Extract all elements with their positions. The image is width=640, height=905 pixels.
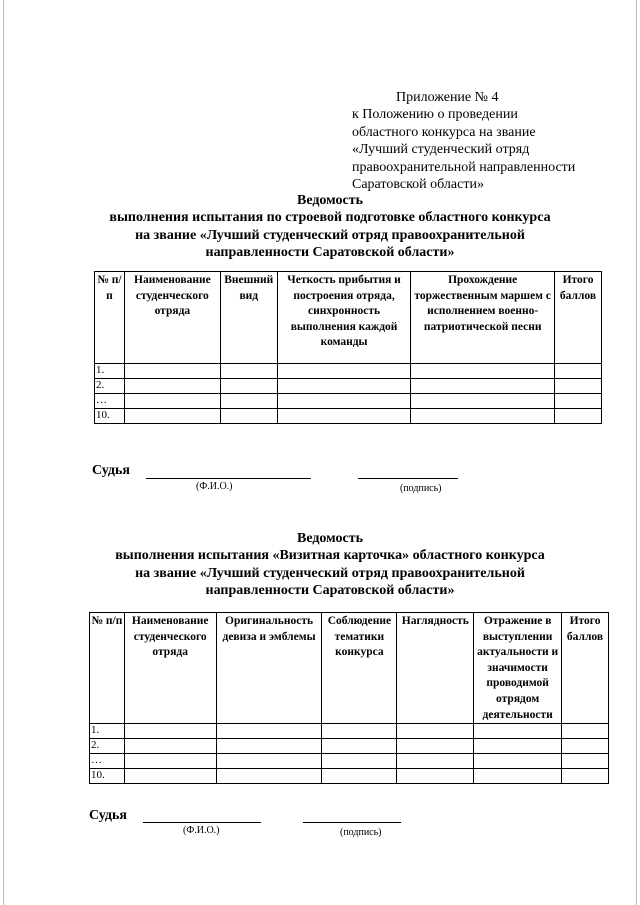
cell[interactable]	[220, 379, 277, 394]
cell[interactable]	[277, 364, 411, 379]
appendix-line: «Лучший студенческий отряд	[352, 142, 530, 158]
appendix-line: правоохранительной направленности	[352, 159, 576, 175]
header-team-name: Наименование студенческого отряда	[124, 272, 220, 364]
appendix-number: Приложение № 4	[396, 90, 499, 105]
cell[interactable]	[322, 754, 397, 769]
cell[interactable]	[124, 724, 216, 739]
cell[interactable]	[277, 379, 411, 394]
header-num: № п/п	[95, 272, 125, 364]
cell[interactable]	[397, 724, 474, 739]
appendix-line: областного конкурса на звание	[352, 124, 536, 140]
name-line[interactable]	[143, 822, 261, 823]
header-num: № п/п	[90, 613, 125, 724]
row-number: 10.	[90, 769, 125, 784]
header-formation: Четкость прибытия и построения отряда, синхронность выполнения каждой команды	[277, 272, 411, 364]
cell[interactable]	[220, 394, 277, 409]
header-theme: Соблюдение тематики конкурса	[322, 613, 397, 724]
cell[interactable]	[397, 769, 474, 784]
table-row	[90, 754, 609, 769]
cell[interactable]	[411, 394, 555, 409]
cell[interactable]	[555, 379, 602, 394]
table-header-row	[95, 272, 602, 364]
cell[interactable]	[562, 724, 609, 739]
sheet1-title-line: направленности Саратовской области»	[205, 245, 455, 261]
cell[interactable]	[474, 754, 562, 769]
header-march: Прохождение торжественным маршем с исполнением военно-патриотической песни	[411, 272, 555, 364]
cell[interactable]	[124, 409, 220, 424]
signature-caption: (подпись)	[400, 483, 442, 494]
cell[interactable]	[124, 364, 220, 379]
cell[interactable]	[562, 754, 609, 769]
cell[interactable]	[555, 409, 602, 424]
header-appearance: Внешний вид	[220, 272, 277, 364]
sheet2-title-line: на звание «Лучший студенческий отряд правоохранительной	[135, 565, 525, 581]
table-row	[95, 364, 602, 379]
cell[interactable]	[322, 769, 397, 784]
header-visuals: Наглядность	[397, 613, 474, 724]
cell[interactable]	[322, 739, 397, 754]
cell[interactable]	[277, 409, 411, 424]
sheet1-title-line: Ведомость	[296, 193, 364, 208]
sheet2-table	[89, 612, 609, 784]
row-number: 1.	[90, 724, 125, 739]
cell[interactable]	[397, 754, 474, 769]
table-row	[90, 769, 609, 784]
cell[interactable]	[411, 379, 555, 394]
cell[interactable]	[124, 739, 216, 754]
cell[interactable]	[220, 409, 277, 424]
header-relevance: Отражение в выступлении актуальности и значимости проводимой отрядом деятельности	[474, 613, 562, 724]
cell[interactable]	[124, 394, 220, 409]
cell[interactable]	[216, 754, 322, 769]
header-originality: Оригинальность девиза и эмблемы	[216, 613, 322, 724]
table-header-row	[90, 613, 609, 724]
name-caption: (Ф.И.О.)	[196, 481, 233, 492]
cell[interactable]	[562, 739, 609, 754]
sheet1-table	[94, 271, 602, 424]
cell[interactable]	[411, 364, 555, 379]
appendix-block	[352, 89, 575, 193]
header-total: Итого баллов	[555, 272, 602, 364]
judge-label: Судья	[92, 463, 130, 478]
page-edge-left	[3, 0, 4, 905]
cell[interactable]	[124, 379, 220, 394]
cell[interactable]	[322, 724, 397, 739]
cell[interactable]	[397, 739, 474, 754]
table-row	[95, 394, 602, 409]
row-number: 10.	[95, 409, 125, 424]
cell[interactable]	[277, 394, 411, 409]
cell[interactable]	[555, 394, 602, 409]
cell[interactable]	[220, 364, 277, 379]
row-number: 2.	[95, 379, 125, 394]
cell[interactable]	[216, 724, 322, 739]
sheet2-title	[60, 530, 600, 600]
cell[interactable]	[124, 769, 216, 784]
signature-line[interactable]	[303, 822, 401, 823]
appendix-line: к Положению о проведении	[352, 107, 518, 123]
table-row	[90, 724, 609, 739]
sheet1-title-line: на звание «Лучший студенческий отряд правоохранительной	[135, 227, 525, 243]
table-row	[90, 739, 609, 754]
table-row	[95, 379, 602, 394]
header-team-name: Наименование студенческого отряда	[124, 613, 216, 724]
sheet2-title-line: направленности Саратовской области»	[205, 583, 455, 599]
name-caption: (Ф.И.О.)	[183, 825, 220, 836]
cell[interactable]	[562, 769, 609, 784]
sheet2-title-line: выполнения испытания «Визитная карточка» областного конкурса	[115, 548, 545, 564]
name-line[interactable]	[146, 478, 311, 479]
cell[interactable]	[474, 769, 562, 784]
table-row	[95, 409, 602, 424]
cell[interactable]	[124, 754, 216, 769]
judge-label: Судья	[89, 808, 127, 823]
header-total: Итого баллов	[562, 613, 609, 724]
cell[interactable]	[216, 739, 322, 754]
cell[interactable]	[474, 739, 562, 754]
cell[interactable]	[555, 364, 602, 379]
row-number: …	[90, 754, 125, 769]
sheet1-title-line: выполнения испытания по строевой подготовке областного конкурса	[109, 210, 551, 226]
cell[interactable]	[474, 724, 562, 739]
sheet2-title-line: Ведомость	[296, 531, 364, 546]
signature-line[interactable]	[358, 478, 458, 479]
row-number: 2.	[90, 739, 125, 754]
appendix-line: Саратовской области»	[352, 177, 484, 193]
row-number: …	[95, 394, 125, 409]
cell[interactable]	[411, 409, 555, 424]
row-number: 1.	[95, 364, 125, 379]
cell[interactable]	[216, 769, 322, 784]
page-edge-right	[636, 0, 637, 905]
sheet1-title	[60, 192, 600, 262]
signature-caption: (подпись)	[340, 827, 382, 838]
